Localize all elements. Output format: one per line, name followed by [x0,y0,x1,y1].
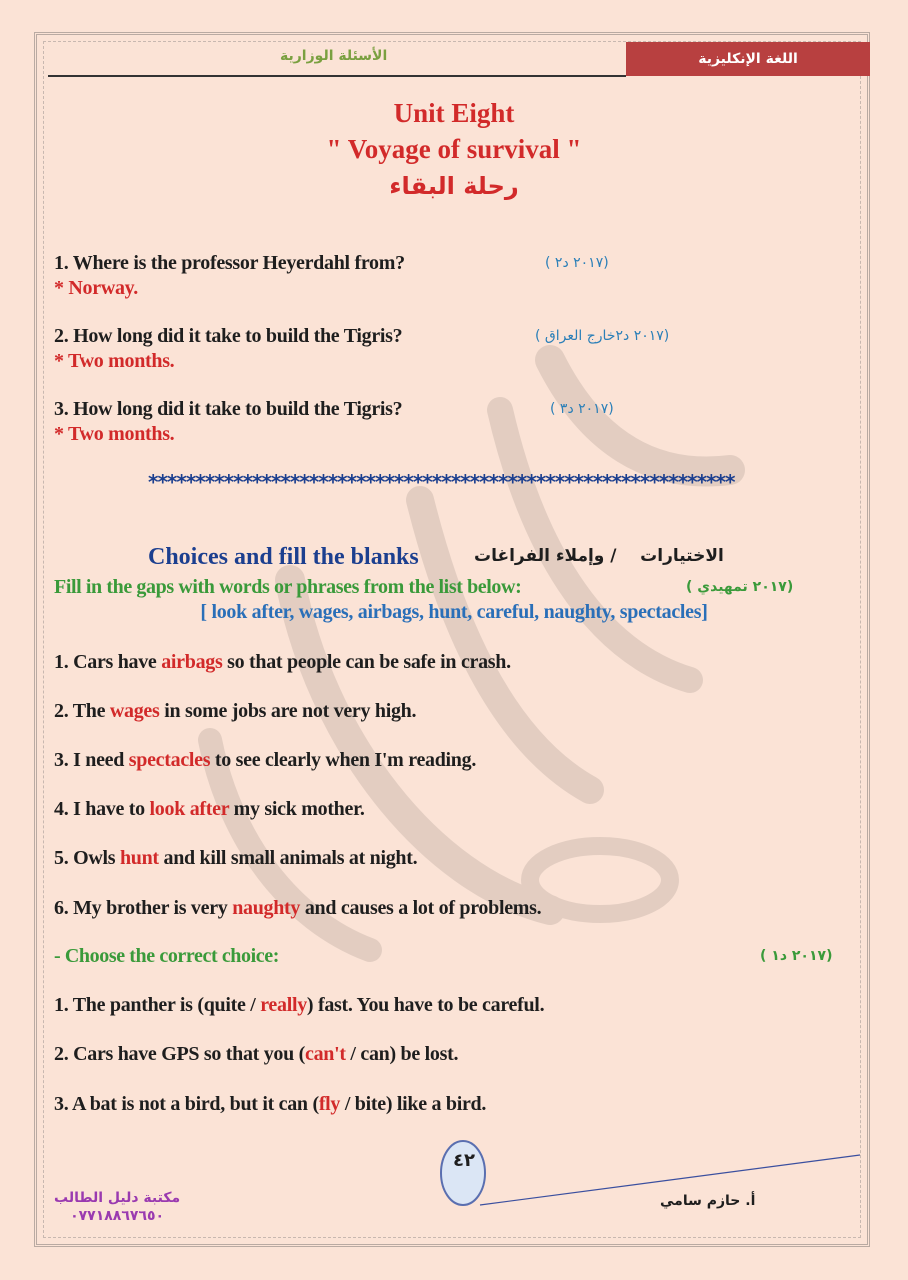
fill-item-text: 6. My brother is very [54,897,233,919]
header-divider [48,75,626,77]
answer-3: * Two months. [54,423,175,445]
star-separator: ************************************************************** [148,470,735,494]
fill-item-text: in some jobs are not very high. [159,700,417,722]
fill-item-text: 4. I have to [54,798,150,820]
word-list: [ look after, wages, airbags, hunt, careful, naughty, spectacles] [200,601,708,623]
fill-item-4 [54,798,365,821]
library-name: مكتبة دليل الطالب [54,1190,181,1206]
choice-item-answer: fly [318,1093,341,1115]
choice-item-text: / bite) like a bird. [340,1093,487,1115]
footer-decoration [420,1135,880,1215]
fill-item-answer: airbags [161,651,223,673]
fill-item-text: to see clearly when I'm reading. [210,749,477,771]
question-1-year: (٢٠١٧ د٢ ) [545,255,609,271]
choice-item-text: 1. The panther is (quite / [54,994,261,1016]
fill-item-answer: hunt [119,847,159,869]
fill-item-answer: wages [109,700,160,722]
fill-instruction-year: (٢٠١٧ تمهيدي ) [686,579,794,595]
fill-item-text: and causes a lot of problems. [300,897,542,919]
fill-item-text: 5. Owls [54,847,120,869]
choose-year: (٢٠١٧ د١ ) [760,948,833,964]
choice-item-answer: really [260,994,307,1016]
choice-item-1 [54,994,544,1017]
fill-item-6 [54,897,541,920]
unit-title: Unit Eight [393,98,515,128]
fill-item-text: 2. The [54,700,110,722]
fill-item-2 [54,700,416,723]
answer-1: * Norway. [54,277,138,299]
fill-item-answer: spectacles [128,749,211,771]
choice-item-text: 2. Cars have GPS so that you ( [54,1043,306,1065]
section-title-arabic: الاختيارات / وإملاء الفراغات [474,546,724,566]
fill-item-answer: naughty [232,897,301,919]
question-3: 3. How long did it take to build the Tigris? [54,398,403,420]
unit-arabic-title: رحلة البقاء [389,172,519,200]
fill-item-5 [54,847,417,870]
fill-item-text: 1. Cars have [54,651,162,673]
fill-item-text: my sick mother. [228,798,365,820]
header-subject-title: اللغة الإنكليزية [626,42,870,76]
footer-teacher: أ. حازم سامي [660,1193,756,1209]
choice-item-text: 3. A bat is not a bird, but it can ( [54,1093,319,1115]
fill-item-1 [54,651,511,674]
choice-item-text: ) fast. You have to be careful. [306,994,545,1016]
page-number: ٤٢ [453,1150,475,1171]
fill-item-text: and kill small animals at night. [158,847,418,869]
fill-item-text: so that people can be safe in crash. [222,651,511,673]
choice-item-text: / can) be lost. [345,1043,459,1065]
unit-name: " Voyage of survival " [326,134,582,164]
choice-item-3 [54,1093,486,1116]
choice-item-answer: can't [305,1043,346,1065]
question-3-year: (٢٠١٧ د٣ ) [550,401,614,417]
fill-instruction: Fill in the gaps with words or phrases from the list below: [54,576,522,598]
header-section-title: الأسئلة الوزارية [280,48,388,64]
question-1: 1. Where is the professor Heyerdahl from? [54,252,405,274]
footer-library [54,1190,180,1224]
fill-item-answer: look after [149,798,229,820]
section-title-english: Choices and fill the blanks [148,544,419,570]
question-2: 2. How long did it take to build the Tigris? [54,325,403,347]
choose-heading: - Choose the correct choice: [54,945,280,967]
fill-item-text: 3. I need [54,749,129,771]
fill-item-3 [54,749,476,772]
library-phone: ٠٧٧١٨٨٦٧٦٥٠ [70,1208,165,1224]
question-2-year: (٢٠١٧ د٢خارج العراق ) [535,328,670,344]
answer-2: * Two months. [54,350,175,372]
choice-item-2 [54,1043,458,1066]
